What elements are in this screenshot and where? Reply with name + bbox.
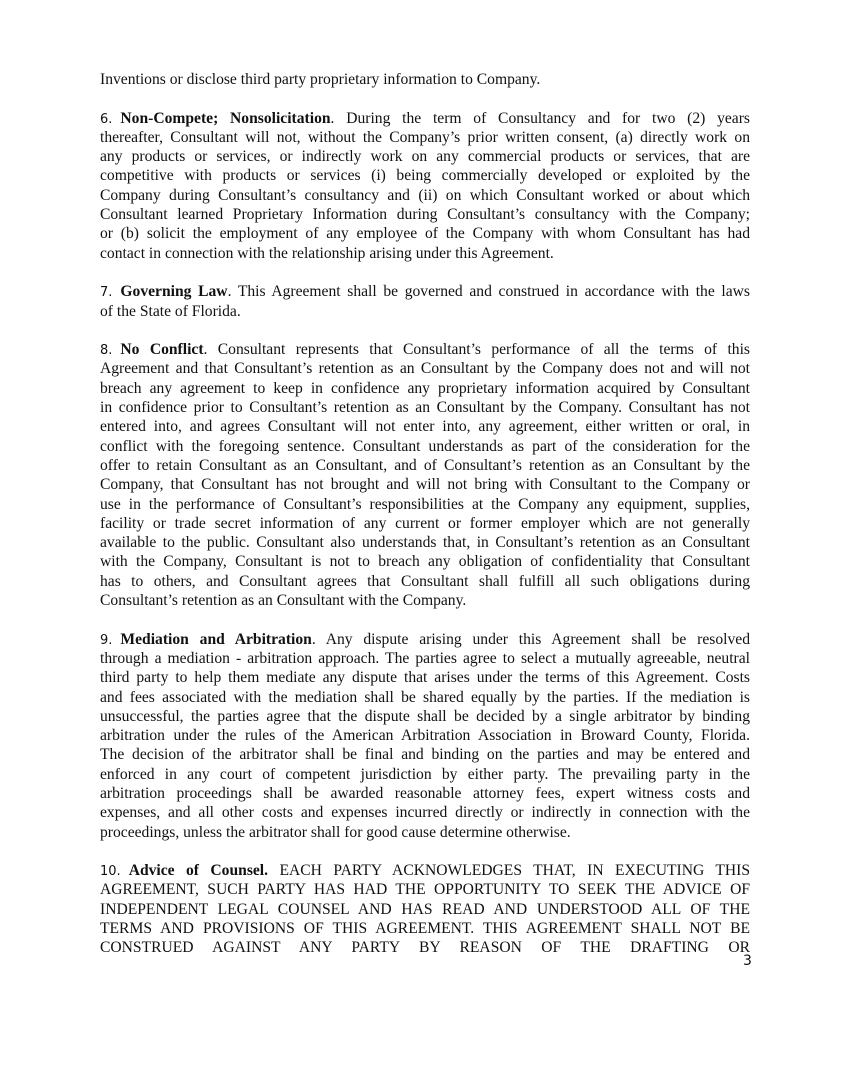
text-line: The decision of the arbitrator shall be final and binding on the parties and may be entered and [100,746,750,764]
section-heading: Governing Law [120,283,228,301]
section-heading: No Conflict [120,341,204,359]
text-line: thereafter, Consultant will not, without the Company’s prior written consent, (a) directly work on [100,128,750,146]
section-paragraph [100,282,750,321]
text-line: TERMS AND PROVISIONS OF THIS AGREEMENT. THIS AGREEMENT SHALL NOT BE [100,920,750,938]
text-line: or (b) solicit the employment of any employee of the Company with whom Consultant has had [100,225,750,243]
section-paragraph [100,340,750,610]
text-line: Consultant’s retention as an Consultant with the Company. [100,592,467,610]
section-heading: Non-Compete; Nonsolicitation [120,109,331,127]
section-heading: Advice of Counsel. [128,862,269,880]
text-line: AGREEMENT, SUCH PARTY HAS HAD THE OPPORTUNITY TO SEEK THE ADVICE OF [100,881,750,899]
text-line: use in the performance of Consultant’s responsibilities at the Company any equipment, supplies, [100,495,750,513]
section-number: 7. [100,285,113,301]
section-paragraph [100,109,750,263]
page-number: 3 [743,953,752,969]
sections [100,109,750,958]
text-line: contact in connection with the relationship arising under this Agreement. [100,244,554,262]
section-text: EACH PARTY ACKNOWLEDGES THAT, IN EXECUTING THIS [268,862,750,880]
text-line: unsuccessful, the parties agree that the dispute shall be decided by a single arbitrator by binding [100,707,750,725]
section-text: . This Agreement shall be governed and construed in accordance with the laws [227,283,750,301]
text-line: arbitration proceedings shall be awarded reasonable attorney fees, expert witness costs and [100,784,750,802]
document-page [100,70,750,977]
text-line: CONSTRUED AGAINST ANY PARTY BY REASON OF THE DRAFTING OR [100,939,750,957]
text-line: proceedings, unless the arbitrator shall for good cause determine otherwise. [100,823,571,841]
section-number: 10. [100,864,121,880]
text-line: enforced in any court of competent jurisdiction by either party. The prevailing party in the [100,765,750,783]
text-line: arbitration under the rules of the American Arbitration Association in Broward County, Florida. [100,727,750,745]
section-number: 9. [100,632,113,648]
text-line: with the Company, Consultant is not to breach any obligation of confidentiality that Consultant [100,553,750,571]
section-number: 6. [100,111,113,127]
section-text: . Any dispute arising under this Agreement shall be resolved [311,630,750,648]
section-text: . During the term of Consultancy and for two (2) years [330,109,750,127]
text-line: of the State of Florida. [100,302,241,320]
text-line: Consultant learned Proprietary Information during Consultant’s consultancy with the Company; [100,206,750,224]
text-line: entered into, and agrees Consultant will not enter into, any agreement, either written or oral, in [100,418,750,436]
text-line [100,630,750,649]
text-line [100,861,750,880]
text-line: in confidence prior to Consultant’s retention as an Consultant by the Company. Consultant has not [100,399,750,417]
text-line: and fees associated with the mediation shall be shared equally by the parties. If the mediation is [100,688,750,706]
text-line: facility or trade secret information of any current or former employer which are not generally [100,514,750,532]
text-line: third party to help them mediate any dispute that arises under the terms of this Agreement. Costs [100,669,750,687]
text-line: through a mediation - arbitration approach. The parties agree to select a mutually agreeable, neutral [100,649,750,667]
text-line: any products or services, or indirectly work on any commercial products or services, that are [100,148,750,166]
text-line: offer to retain Consultant as an Consultant, and of Consultant’s retention as an Consultant by the [100,456,750,474]
text-line: Agreement and that Consultant’s retention as an Consultant by the Company does not and will not [100,360,750,378]
section-paragraph [100,861,750,957]
text-line: available to the public. Consultant also understands that, in Consultant’s retention as an Consultant [100,534,750,552]
text-line: Company, that Consultant has not brought and will not bring with Consultant to the Company or [100,476,750,494]
text-line: competitive with products or services (i) being commercially developed or exploited by the [100,167,750,185]
text-line: expenses, and all other costs and expenses incurred directly or indirectly in connection with the [100,804,750,822]
text-line: Company during Consultant’s consultancy and (ii) on which Consultant worked or about which [100,186,750,204]
section-paragraph [100,630,750,842]
text-line: INDEPENDENT LEGAL COUNSEL AND HAS READ AND UNDERSTOOD ALL OF THE [100,900,750,918]
text-line [100,109,750,128]
section-text: . Consultant represents that Consultant’s performance of all the terms of this [203,341,750,359]
text-line [100,282,750,301]
text-line [100,340,750,359]
text-line: has to others, and Consultant agrees that Consultant shall fulfill all such obligations during [100,572,750,590]
section-number: 8. [100,343,113,359]
text-line: Inventions or disclose third party proprietary information to Company. [100,71,541,88]
carryover-paragraph [100,70,750,89]
text-line: conflict with the foregoing sentence. Consultant understands as part of the consideration for the [100,437,750,455]
text-line: breach any agreement to keep in confidence any proprietary information acquired by Consultant [100,379,750,397]
section-heading: Mediation and Arbitration [120,630,312,648]
